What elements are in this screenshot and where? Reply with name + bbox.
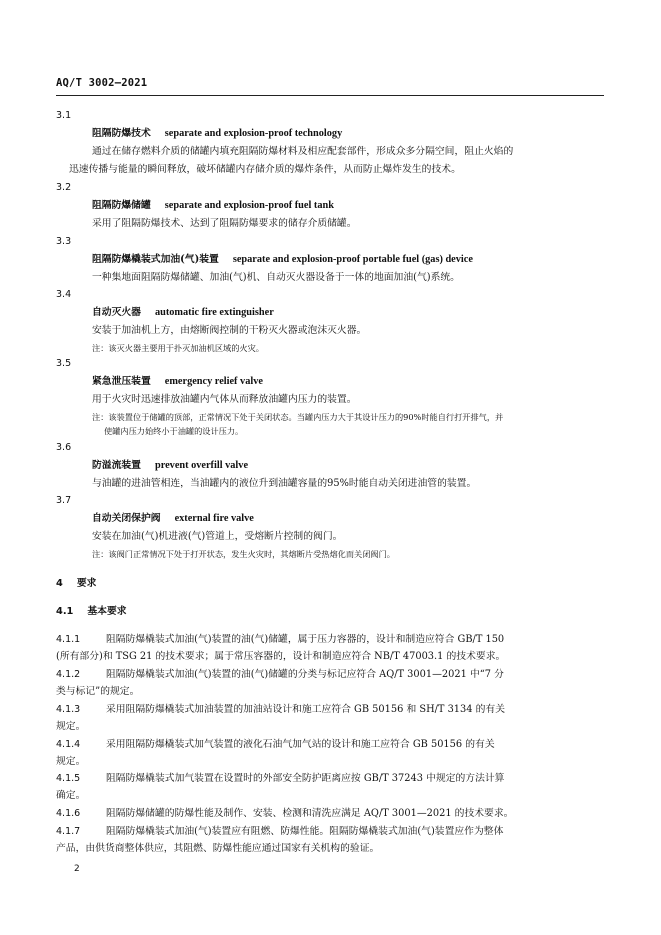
subsection-heading: 4.1 基本要求 [56,606,127,617]
term-definition-line: 通过在储存燃料介质的储罐内填充阻隔防爆材料及相应配套部件，形成众多分隔空间，阻止火焰的 [92,146,514,157]
clause-line: 4.1.7 阻隔防爆橇装式加油(气)装置应有阻燃、防爆性能。阻隔防爆橇装式加油(气)装置应作为整体 [56,826,504,837]
term-definition-line: 一种集地面阻隔防爆储罐、加油(气)机、自动灭火器设备于一体的地面加油(气)系统。 [92,272,460,283]
page-number: 2 [74,864,80,874]
term-title: 阻隔防爆橇装式加油(气)装置 separate and explosion-proof portable fuel (gas) device [92,254,473,265]
term-number: 3.4 [56,289,72,300]
term-definition-line: 安装于加油机上方，由熔断阀控制的干粉灭火器或泡沫灭火器。 [92,325,367,336]
clause-line: 4.1.6 阻隔防爆储罐的防爆性能及制作、安装、检测和清洗应满足 AQ/T 3001—2021 的技术要求。 [56,808,514,819]
clause-line: 规定。 [56,756,86,767]
term-note: 注：该装置位于储罐的顶部，正常情况下处于关闭状态。当罐内压力大于其设计压力的90%时能自行打开排气，并 [92,412,504,422]
term-title: 阻隔防爆技术 separate and explosion-proof technology [92,128,343,139]
clause-line: 规定。 [56,721,86,732]
term-title: 阻隔防爆储罐 separate and explosion-proof fuel tank [92,200,334,211]
term-definition-line: 用于火灾时迅速排放油罐内气体从而释放油罐内压力的装置。 [92,394,357,405]
term-definition-line: 安装在加油(气)机进液(气)管道上，受熔断片控制的阀门。 [92,531,343,542]
term-note: 注：该灭火器主要用于扑灭加油机区域的火灾。 [92,343,264,353]
term-note: 注：该阀门正常情况下处于打开状态，发生火灾时，其熔断片受热熔化而关闭阀门。 [92,549,395,559]
clause-line: 4.1.2 阻隔防爆橇装式加油(气)装置的油(气)储罐的分类与标记应符合 AQ/T 3001—2021 中“7 分 [56,669,504,680]
term-title: 紧急泄压装置 emergency relief valve [92,376,263,387]
term-title: 自动关闭保护阀 external fire valve [92,513,254,524]
term-definition-line: 迅速传播与能量的瞬间释放，破坏储罐内存储介质的爆炸条件，从而防止爆炸发生的技术。 [69,164,461,175]
term-number: 3.2 [56,182,72,193]
clause-line: 确定。 [56,790,86,801]
term-number: 3.6 [56,442,72,453]
clause-line: 产品，由供货商整体供应，其阻燃、防爆性能应通过国家有关机构的验证。 [56,843,380,854]
clause-line: (所有部分)和 TSG 21 的技术要求；属于常压容器的，设计和制造应符合 NB/T 47003.1 的技术要求。 [56,651,506,662]
term-number: 3.1 [56,110,72,121]
term-number: 3.3 [56,236,72,247]
header-rule [56,95,604,96]
term-title: 防溢流装置 prevent overfill valve [92,460,249,471]
clause-line: 4.1.3 采用阻隔防爆橇装式加油装置的加油站设计和施工应符合 GB 50156 和 SH/T 3134 的有关 [56,704,506,715]
clause-line: 4.1.4 采用阻隔防爆橇装式加气装置的液化石油气加气站的设计和施工应符合 GB 50156 的有关 [56,739,495,750]
term-note: 使罐内压力始终小于油罐的设计压力。 [104,426,244,436]
term-title: 自动灭火器 automatic fire extinguisher [92,307,274,318]
term-definition-line: 采用了阻隔防爆技术、达到了阻隔防爆要求的储存介质储罐。 [92,218,357,229]
clause-line: 4.1.5 阻隔防爆橇装式加气装置在设置时的外部安全防护距离应按 GB/T 37243 中规定的方法计算 [56,773,505,784]
term-number: 3.5 [56,358,72,369]
term-definition-line: 与油罐的进油管相连，当油罐内的液位升到油罐容量的95%时能自动关闭进油管的装置。 [92,478,477,489]
clause-line: 类与标记”的规定。 [56,686,140,697]
term-number: 3.7 [56,495,72,506]
clause-line: 4.1.1 阻隔防爆橇装式加油(气)装置的油(气)储罐，属于压力容器的，设计和制造应符合 GB/T 150 [56,634,505,645]
section-heading: 4 要求 [56,578,97,589]
standard-code: AQ/T 3002—2021 [56,77,148,89]
